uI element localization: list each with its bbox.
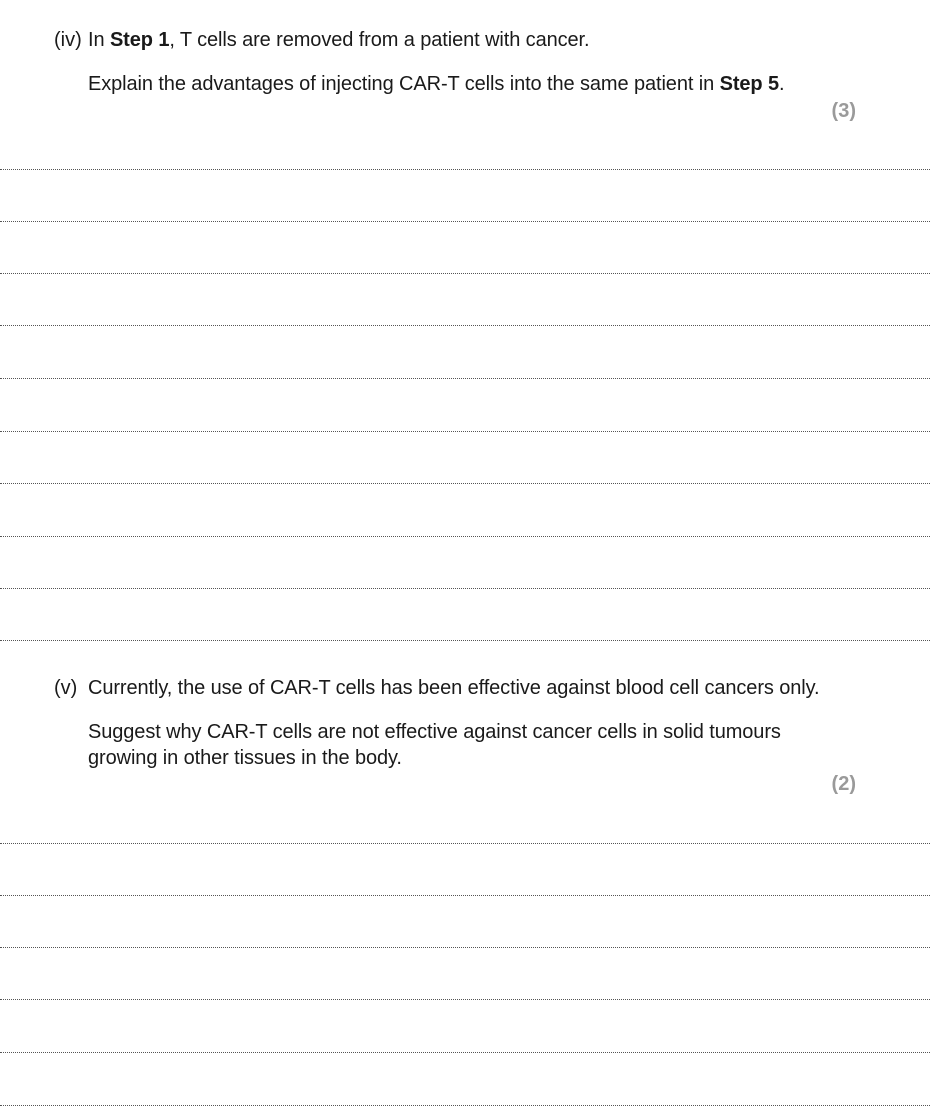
q4-prompt-pre: Explain the advantages of injecting CAR-T cells into the same patient in [88, 73, 720, 95]
answer-line-iv-8[interactable] [0, 536, 930, 537]
question-number-v: (v) [54, 677, 78, 699]
question-v-prompt-line1: Suggest why CAR-T cells are not effective against cancer cells in solid tumours [88, 721, 781, 743]
answer-line-iv-7[interactable] [0, 483, 930, 484]
answer-line-v-1[interactable] [0, 843, 930, 844]
answer-line-iv-6[interactable] [0, 431, 930, 432]
question-v-prompt-line2: growing in other tissues in the body. [88, 747, 402, 769]
answer-line-iv-2[interactable] [0, 221, 930, 222]
answer-line-v-4[interactable] [0, 999, 930, 1000]
question-iv-stem [88, 27, 589, 53]
answer-line-iv-1[interactable] [0, 169, 930, 170]
answer-line-iv-4[interactable] [0, 325, 930, 326]
answer-line-v-3[interactable] [0, 947, 930, 948]
answer-line-iv-3[interactable] [0, 273, 930, 274]
q4-step1-bold: Step 1 [109, 29, 170, 51]
question-iv-marks: (3) [831, 100, 856, 122]
question-iv-prompt [88, 71, 784, 97]
answer-line-iv-5[interactable] [0, 378, 930, 379]
question-v-stem: Currently, the use of CAR-T cells has been effective against blood cell cancers only. [88, 677, 820, 699]
q4-text-pre: In [88, 29, 110, 51]
answer-line-v-2[interactable] [0, 895, 930, 896]
answer-line-iv-9[interactable] [0, 588, 930, 589]
answer-line-v-6[interactable] [0, 1105, 930, 1106]
q4-step5-bold: Step 5 [719, 73, 779, 95]
question-v-marks: (2) [831, 773, 856, 795]
q4-prompt-post: . [779, 73, 785, 95]
answer-line-iv-10[interactable] [0, 640, 930, 641]
answer-line-v-5[interactable] [0, 1052, 930, 1053]
question-number-iv: (iv) [54, 29, 82, 51]
q4-text-post: , T cells are removed from a patient with cancer. [169, 29, 590, 51]
